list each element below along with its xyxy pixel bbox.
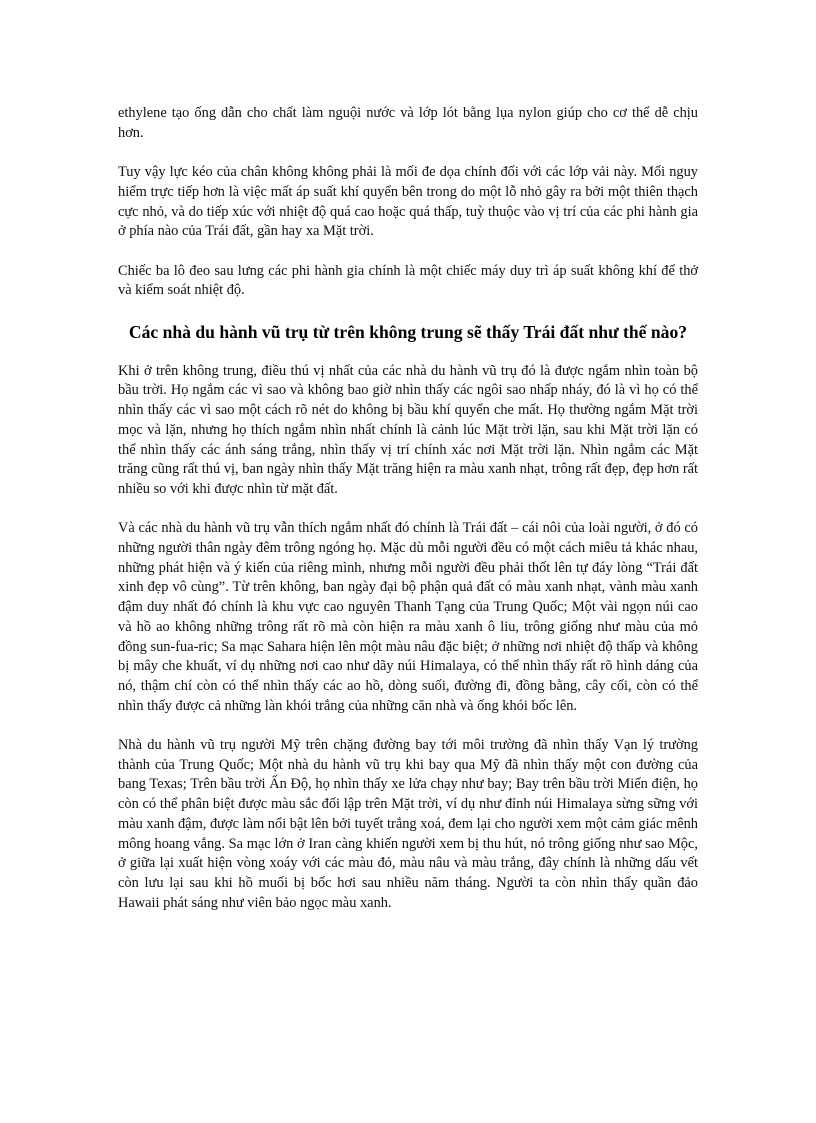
document-page [118, 104, 698, 933]
paragraph-5: Và các nhà du hành vũ trụ vẫn thích ngắm nhất đó chính là Trái đất – cái nôi của loài người, ở đó có những người thân ngày đêm trông ngóng họ. Mặc dù mỗi người đều có một cách miêu tả khác nhau, những phát hiện và ý kiến của riêng mình, nhưng mỗi người đều phải thốt lên tự đáy lòng “Trái đất xinh đẹp vô cùng”. Từ trên không, ban ngày đại bộ phận quả đất có màu xanh nhạt, vành màu xanh đậm duy nhất đó chính là khu vực cao nguyên Thanh Tạng của Trung Quốc; Một vài ngọn núi cao và hồ ao không những trông rất rõ mà còn hiện ra màu xanh ô liu, trông giống như màu của mỏ đồng sun-fua-ric; Sa mạc Sahara hiện lên một màu nâu đặc biệt; ở những nơi nhiệt độ thấp và không bị mây che khuất, ví dụ những nơi cao như dãy núi Himalaya, có thể nhìn thấy rất rõ hình dáng của nó, thậm chí còn có thể nhìn thấy các ao hồ, dòng suối, đường đi, đồng bằng, cây cối, còn có thể nhìn thấy được cả những làn khói trắng của những căn nhà và ống khói bốc lên. [118, 520, 698, 714]
paragraph-2: Tuy vậy lực kéo của chân không không phải là mối đe dọa chính đối với các lớp vải này. Mối nguy hiểm trực tiếp hơn là việc mất áp suất khí quyển bên trong do một lỗ nhỏ gây ra bởi một thiên thạch cực nhỏ, và do tiếp xúc với nhiệt độ quá cao hoặc quá thấp, tuỳ thuộc vào vị trí của các phi hành gia ở phía nào của Trái đất, gần hay xa Mặt trời. [118, 164, 698, 240]
paragraph-1: ethylene tạo ống dẫn cho chất làm nguội nước và lớp lót bằng lụa nylon giúp cho cơ thể dễ chịu hơn. [118, 105, 698, 141]
section-heading: Các nhà du hành vũ trụ từ trên không trung sẽ thấy Trái đất như thế nào? [128, 321, 688, 342]
paragraph-3: Chiếc ba lô đeo sau lưng các phi hành gia chính là một chiếc máy duy trì áp suất không khí để thở và kiểm soát nhiệt độ. [118, 262, 698, 299]
paragraph-4: Khi ở trên không trung, điều thú vị nhất của các nhà du hành vũ trụ đó là được ngắm nhìn toàn bộ bầu trời. Họ ngắm các vì sao và không bao giờ nhìn thấy các ngôi sao nhấp nháy, đó là vì họ có thể nhìn thấy các vì sao một cách rõ nét do không bị bầu khí quyển che mất. Họ thường ngắm Mặt trời mọc và lặn, nhưng họ thích ngắm nhìn nhất chính là cảnh lúc Mặt trời lặn, sau khi Mặt trời lặn có thể nhìn thấy các ánh sáng trắng, nhìn thấy vị trí chính xác nơi Mặt trời lặn. Nhìn ngắm các Mặt trăng cũng rất thú vị, ban ngày nhìn thấy Mặt trăng hiện ra màu xanh nhạt, trông rất đẹp, đẹp hơn rất nhiều so với khi được nhìn từ mặt đất. [118, 362, 698, 497]
paragraph-6: Nhà du hành vũ trụ người Mỹ trên chặng đường bay tới môi trường đã nhìn thấy Vạn lý trường thành của Trung Quốc; Một nhà du hành vũ trụ khi bay qua Mỹ đã nhìn thấy một con đường của bang Texas; Trên bầu trời Ấn Độ, họ nhìn thấy xe lửa chạy như bay; Bay trên bầu trời Miến điện, họ còn có thể phân biệt được màu sắc đối lập trên Mặt trời, ví dụ như đỉnh núi Himalaya sừng sững với màu xanh đậm, được làm nổi bật lên bởi tuyết trắng xoá, đem lại cho người xem một cảm giác mênh mông hoang vắng. Sa mạc lớn ở Iran càng khiến người xem bị thu hút, nó trông giống như sao Mộc, ở giữa lại xuất hiện vòng xoáy với các màu đỏ, màu nâu và màu trắng, đây chính là những dấu vết còn lưu lại sau khi hồ muối bị bốc hơi sau nhiều năm tháng. Người ta còn nhìn thấy quần đảo Hawaii phát sáng như viên bảo ngọc màu xanh. [118, 737, 698, 911]
